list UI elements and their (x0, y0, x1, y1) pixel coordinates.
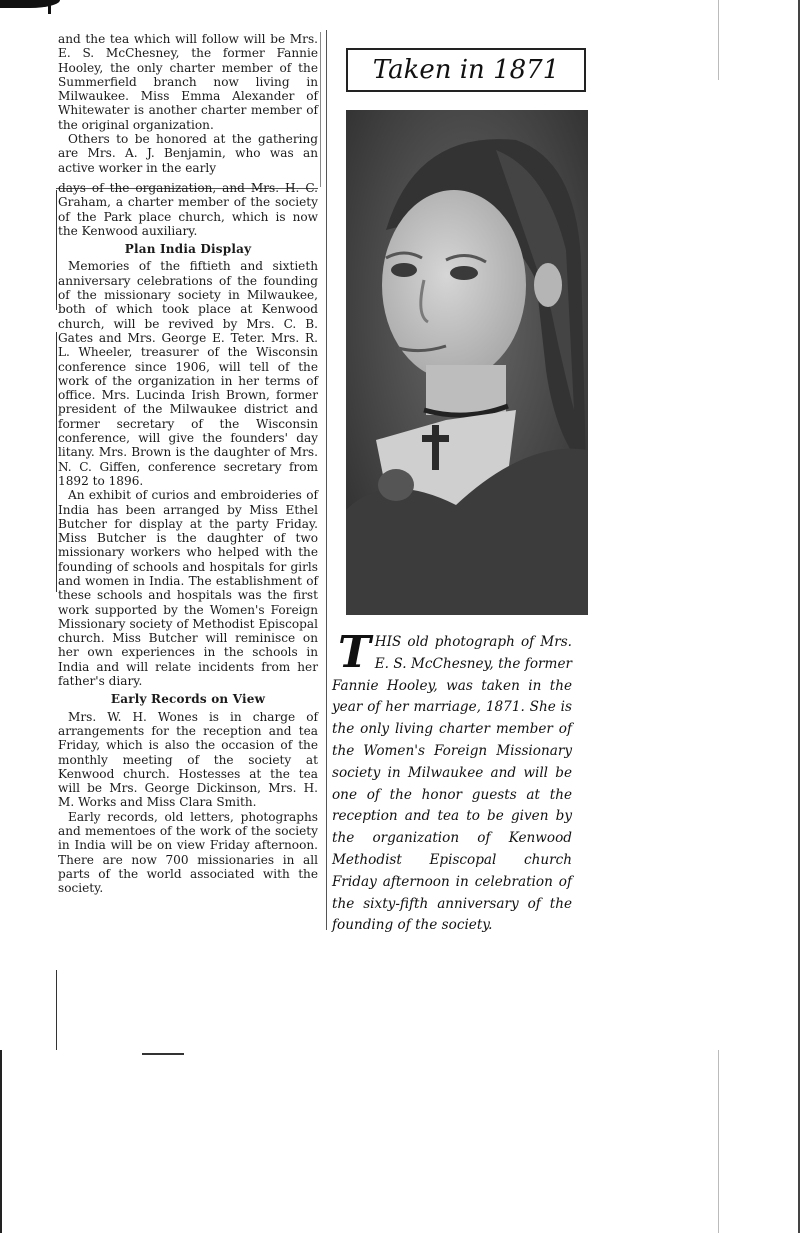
scan-corner-mark (0, 0, 60, 8)
photo-headline: Taken in 1871 (372, 55, 560, 85)
article-paragraph: Memories of the fiftieth and sixtieth anniversary celebrations of the founding of the missionary society in Milwaukee, both of which took place at Kenwood church, will be revived by Mrs. C. B. Gates and Mrs. George E. Teter. Mrs. R. L. Wheeler, treasurer of the Wisconsin conference since 1906, will tell of the work of the organization in her terms of office. Mrs. Lucinda Irish Brown, former president of the Milwaukee district and former secretary of the Wisconsin conference, will give the founders' day litany. Mrs. Brown is the daughter of Mrs. N. C. Giffen, conference secretary from 1892 to 1896. (58, 259, 318, 488)
clipping-left-border (56, 190, 57, 310)
clipping-left-border (56, 332, 57, 592)
photo-headline-box (346, 48, 586, 92)
scan-left-edge (0, 1050, 2, 1233)
caption-dropcap: T (338, 627, 371, 678)
clipping-left-border (56, 970, 57, 1050)
caption-first-word: HIS (374, 634, 402, 650)
article-left-column (58, 32, 318, 896)
portrait-illustration (346, 110, 588, 615)
portrait-photo (346, 110, 588, 615)
article-paragraph: days of the organization, and Mrs. H. C. Graham, a charter member of the society of the Park place church, which is now the Kenwood auxiliary. (58, 180, 318, 238)
faint-column-rule (718, 0, 719, 80)
faint-column-rule-bottom (718, 1050, 719, 1233)
caption-text: old photograph of Mrs. E. S. McChesney, the former Fannie Hooley, was taken in the year of her marriage, 1871. She is the only living charter member of the Women's Foreign Missionary society in Milwaukee and will be one of the honor guests at the reception and tea to be given by the organization of Kenwood Methodist Episcopal church Friday afternoon in celebration of the sixty-fifth anniversary of the founding of the society. (332, 634, 572, 934)
column-divider-inner (320, 32, 321, 187)
photo-caption (332, 627, 572, 937)
article-paragraph: Others to be honored at the gathering are Mrs. A. J. Benjamin, who was an active worker in the early (58, 132, 318, 175)
section-heading-plan-india-display: Plan India Display (124, 242, 252, 257)
column-divider (326, 30, 327, 930)
section-heading-early-records: Early Records on View (110, 692, 266, 707)
article-paragraph: Early records, old letters, photographs and mementoes of the work of the society in India will be on view Friday afternoon. There are now 700 missionaries in all parts of the world associated with the society. (58, 809, 318, 896)
article-paragraph: Mrs. W. H. Wones is in charge of arrangements for the reception and tea Friday, which is also the occasion of the monthly meeting of the society at Kenwood church. Hostesses at the tea will be Mrs. George Dickinson, Mrs. H. M. Works and Miss Clara Smith. (58, 709, 318, 810)
article-paragraph: An exhibit of curios and embroideries of India has been arranged by Miss Ethel Butcher for display at the party Friday. Miss Butcher is the daughter of two missionary workers who helped with the founding of schools and hospitals for girls and women in India. The establishment of these schools and hospitals was the first work supported by the Women's Foreign Missionary society of Methodist Episcopal church. Miss Butcher will reminisce on her own experiences in the schools in India and will relate incidents from her father's diary. (58, 488, 318, 689)
article-paragraph: and the tea which will follow will be Mrs. E. S. McChesney, the former Fannie Hooley, the only charter member of the Summerfield branch now living in Milwaukee. Miss Emma Alexander of Whitewater is another charter member of the original organization. (58, 32, 318, 132)
article-end-rule (142, 1053, 184, 1055)
